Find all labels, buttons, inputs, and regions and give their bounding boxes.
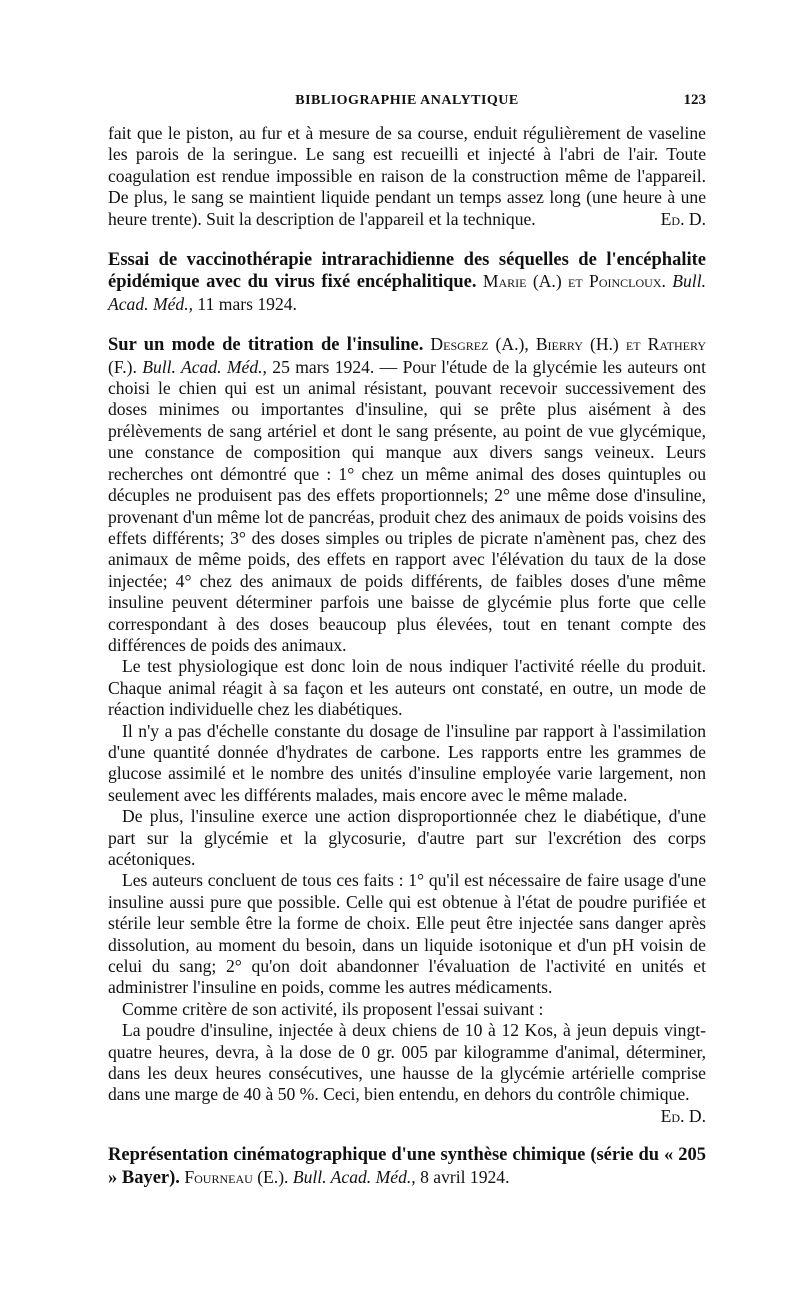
entry-date: 11 mars 1924. [197, 293, 297, 314]
body-paragraph-7 [108, 1020, 706, 1126]
continuation-text: fait que le piston, au fur et à mesure de sa course, enduit régulièrement de vaseline les parois de la seringue. Le sang est recueilli et injecté à l'abri de l'air. Toute coagulation est rendue impossible en raison de la construction même de l'appareil. De plus, le sang se maintient liquide pendant un temps assez long (une heure à une heure trente). Suit la description de l'appareil et la technique. [108, 123, 706, 229]
continuation-signature: Ed. D. [660, 208, 706, 229]
entry-journal: Bull. Acad. Méd., [292, 1166, 416, 1187]
continuation-paragraph [108, 123, 706, 230]
entry-title: Sur un mode de titration de l'insuline. [108, 335, 424, 356]
entry-authors: Marie (A.) et Poincloux. [482, 271, 666, 292]
entry-essai-vaccinotherapie [108, 249, 706, 315]
body-paragraph-2: Le test physiologique est donc loin de nous indiquer l'activité réelle du produit. Chaque animal réagit à sa façon et les auteurs ont constaté, en outre, un mode de réaction individuelle chez les diabétiques. [108, 656, 706, 720]
entry-authors: Fourneau (E.). [184, 1166, 289, 1187]
entry-date: 25 mars 1924. [272, 356, 375, 377]
running-head [108, 90, 706, 112]
entry-authors: Desgrez (A.), Bierry (H.) et Rathery (F.). [108, 334, 706, 377]
page-body [108, 123, 706, 1189]
entry-signature: Ed. D. [660, 1105, 706, 1126]
body-paragraph-4: De plus, l'insuline exerce une action disproportionnée chez le diabétique, d'une part sur la glycémie et la glycosurie, d'autre part sur l'excrétion des corps acétoniques. [108, 806, 706, 869]
entry-journal: Bull. Acad. Méd., [142, 356, 267, 377]
page-number: 123 [683, 92, 706, 108]
body-paragraph-1: — Pour l'étude de la glycémie les auteurs ont choisi le chien qui est un animal résistant, pouvant recevoir successivement des doses minimes ou importantes d'insuline, qui se prête plus aisément à des prélèvements de sang artériel et dont le sang présente, au point de vue glycémique, une constance de composition qui manque aux divers sangs veineux. Leurs recherches ont démontré que : 1° chez un même animal des doses quintuples ou décuples ne produisent pas des effets proportionnels; 2° une même dose d'insuline, provenant d'un même lot de pancréas, produit chez des animaux de poids voisins des effets différents; 3° des doses simples ou triples de picrate n'amènent pas, chez des animaux de même poids, des effets en rapport avec l'élévation du taux de la dose injectée; 4° chez des animaux de poids différents, de faibles doses d'une même insuline peuvent déterminer parfois une baisse de glycémie plus forte que celle correspondant à des doses beaucoup plus élevées, tout en tenant compte des différences de poids des animaux. [108, 356, 706, 655]
entry-journal: Bull. Acad. Méd., [108, 271, 706, 314]
body-paragraph-3: Il n'y a pas d'échelle constante du dosage de l'insuline par rapport à l'assimilation d'une quantité donnée d'hydrates de carbone. Les rapports entre les grammes de glucose assimilé et le nombre des unités d'insuline employée varie largement, non seulement avec les différents malades, mais encore avec le même malade. [108, 720, 706, 805]
running-title: BIBLIOGRAPHIE ANALYTIQUE [295, 93, 519, 108]
entry-date: 8 avril 1924. [420, 1166, 510, 1187]
body-paragraph-7-text: La poudre d'insuline, injectée à deux chiens de 10 à 12 Kos, à jeun depuis vingt-quatre heures, devra, à la dose de 0 gr. 005 par kilogramme d'animal, déterminer, dans les deux heures consécutives, une hausse de la glycémie artérielle comprise dans une marge de 40 à 50 %. Ceci, bien entendu, en dehors du contrôle chimique. [108, 1020, 706, 1105]
body-paragraph-5: Les auteurs concluent de tous ces faits : 1° qu'il est nécessaire de faire usage d'une insuline aussi pure que possible. Celle qui est obtenue à l'état de poudre purifiée et stérile leur semble être la forme de choix. Elle peut être injectée sans danger après dissolution, au moment du besoin, dans un liquide isotonique et d'un pH voisin de celui du sang; 2° qu'on doit abandonner l'évaluation de l'activité en unités et administrer l'insuline en poids, comme les autres médicaments. [108, 870, 706, 998]
entry-titration-insuline [108, 334, 706, 656]
body-paragraph-6: Comme critère de son activité, ils proposent l'essai suivant : [122, 998, 544, 1019]
entry-title: Représentation cinématographique d'une synthèse chimique (série du « 205 » Bayer). [108, 1145, 706, 1188]
entry-title: Essai de vaccinothérapie intrarachidienne des séquelles de l'encéphalite épidémique avec du virus fixé encéphalitique. [108, 250, 706, 293]
entry-representation-cinematographique [108, 1144, 706, 1189]
